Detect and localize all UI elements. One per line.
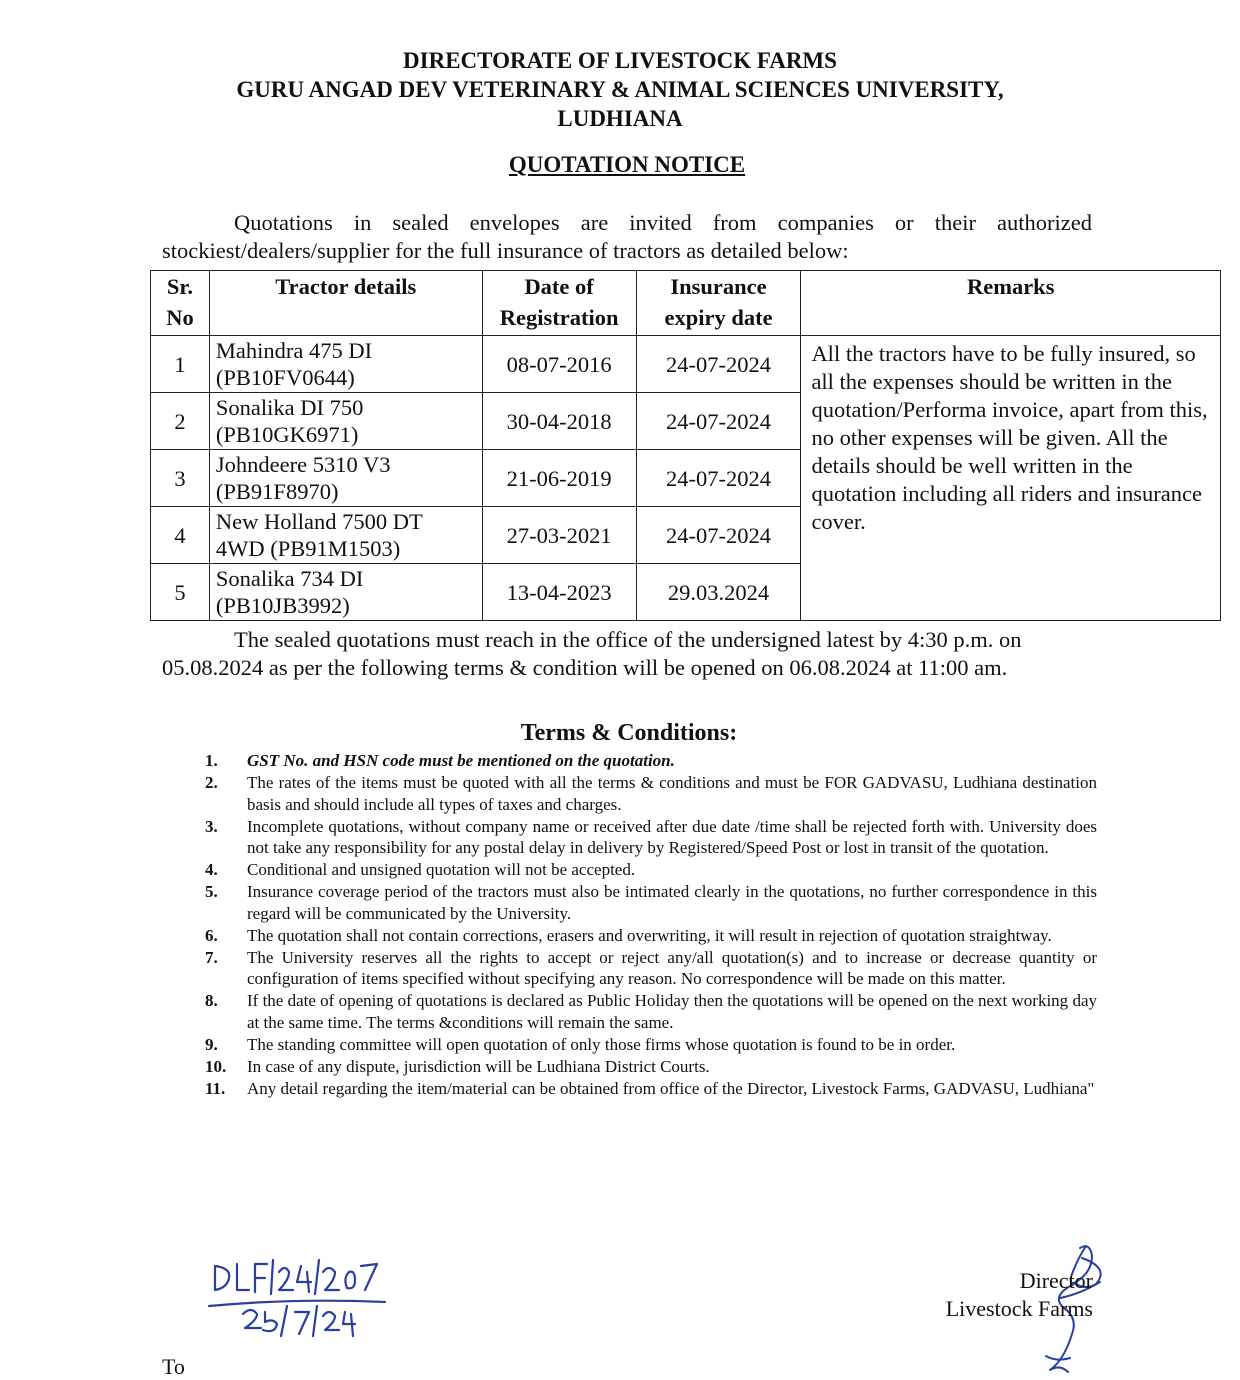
header-line-1: DIRECTORATE OF LIVESTOCK FARMS	[403, 48, 837, 73]
header-sr-no: Sr. No	[151, 271, 210, 336]
term-item: 11. Any detail regarding the item/material can be obtained from office of the Director, Livestock Farms, GADVASU, Ludhiana"	[205, 1078, 1095, 1098]
cell-registration-date: 08-07-2016	[482, 336, 636, 393]
handwritten-reference-mark	[205, 1250, 405, 1340]
term-item: 2. The rates of the items must be quoted with all the terms & conditions and must be FOR GADVASU, Ludhiana destination basis and should include all types of taxes and charges.	[205, 773, 1097, 814]
cell-expiry-date: 24-07-2024	[636, 450, 801, 507]
header-line-2: GURU ANGAD DEV VETERINARY & ANIMAL SCIENCES UNIVERSITY,	[236, 77, 1004, 102]
term-item: 6. The quotation shall not contain corrections, erasers and overwriting, it will result in rejection of quotation straightway.	[205, 925, 1052, 945]
term-item: 4. Conditional and unsigned quotation will not be accepted.	[205, 860, 636, 879]
term-item: 9. The standing committee will open quotation of only those firms whose quotation is found to be in order.	[205, 1034, 956, 1054]
cell-expiry-date: 24-07-2024	[636, 393, 801, 450]
cell-tractor-details: New Holland 7500 DT 4WD (PB91M1503)	[209, 507, 482, 564]
cell-sr: 1	[151, 336, 210, 393]
cell-registration-date: 21-06-2019	[482, 450, 636, 507]
cell-remarks: All the tractors have to be fully insured, so all the expenses should be written in the quotation/Performa invoice, apart from this, no other expenses will be given. All the details should be well written in the quotation including all riders and insurance cover.	[801, 336, 1221, 621]
term-item: 7. The University reserves all the rights to accept or reject any/all quotation(s) and to increase or decrease quantity or configuration of items specified without specifying any reason. No correspondence will be made on this matter.	[205, 947, 1097, 988]
header-remarks: Remarks	[801, 271, 1221, 336]
terms-list	[205, 750, 1097, 1100]
term-item: 8. If the date of opening of quotations is declared as Public Holiday then the quotations will be opened on the next working day at the same time. The terms &conditions will remain the same.	[205, 991, 1097, 1032]
signature-title: Director	[1019, 1268, 1093, 1293]
cell-sr: 2	[151, 393, 210, 450]
cell-sr: 4	[151, 507, 210, 564]
cell-expiry-date: 24-07-2024	[636, 507, 801, 564]
closing-paragraph	[162, 626, 1092, 682]
intro-paragraph	[162, 209, 1092, 265]
notice-title: QUOTATION NOTICE	[508, 152, 746, 177]
cell-tractor-details: Sonalika DI 750 (PB10GK6971)	[209, 393, 482, 450]
term-item: 5. Insurance coverage period of the tractors must also be intimated clearly in the quotations, no further correspondence in this regard will be communicated by the University.	[205, 882, 1097, 923]
to-label: To	[162, 1354, 185, 1379]
header-insurance-expiry: Insurance expiry date	[636, 271, 801, 336]
table-header-row	[151, 271, 1221, 336]
cell-registration-date: 13-04-2023	[482, 564, 636, 621]
closing-text: The sealed quotations must reach in the office of the undersigned latest by 4:30 p.m. on 05.08.2024 as per the following terms & condition will be opened on 06.08.2024 at 11:00 am.	[162, 627, 1022, 680]
cell-registration-date: 27-03-2021	[482, 507, 636, 564]
term-item: 10. In case of any dispute, jurisdiction will be Ludhiana District Courts.	[205, 1056, 710, 1076]
cell-expiry-date: 24-07-2024	[636, 336, 801, 393]
cell-tractor-details: Mahindra 475 DI (PB10FV0644)	[209, 336, 482, 393]
table-row	[151, 336, 1221, 393]
header-date-of-registration: Date of Registration	[482, 271, 636, 336]
intro-text: Quotations in sealed envelopes are invited from companies or their authorized stockiest/dealers/supplier for the full insurance of tractors as detailed below:	[162, 210, 1092, 263]
cell-tractor-details: Johndeere 5310 V3 (PB91F8970)	[209, 450, 482, 507]
header-tractor-details: Tractor details	[209, 271, 482, 336]
cell-registration-date: 30-04-2018	[482, 393, 636, 450]
terms-heading: Terms & Conditions:	[520, 720, 738, 746]
term-item: 3. Incomplete quotations, without company name or received after due date /time shall be rejected forth with. University does not take any responsibility for any postal delay in delivery by Registered/Speed Post or lost in transit of the quotation.	[205, 816, 1097, 857]
cell-expiry-date: 29.03.2024	[636, 564, 801, 621]
tractor-table	[150, 270, 1221, 621]
cell-tractor-details: Sonalika 734 DI (PB10JB3992)	[209, 564, 482, 621]
cell-sr: 5	[151, 564, 210, 621]
header-line-3: LUDHIANA	[557, 106, 683, 131]
signature-department: Livestock Farms	[945, 1296, 1093, 1321]
term-item: 1. GST No. and HSN code must be mentioned on the quotation.	[205, 751, 675, 770]
cell-sr: 3	[151, 450, 210, 507]
